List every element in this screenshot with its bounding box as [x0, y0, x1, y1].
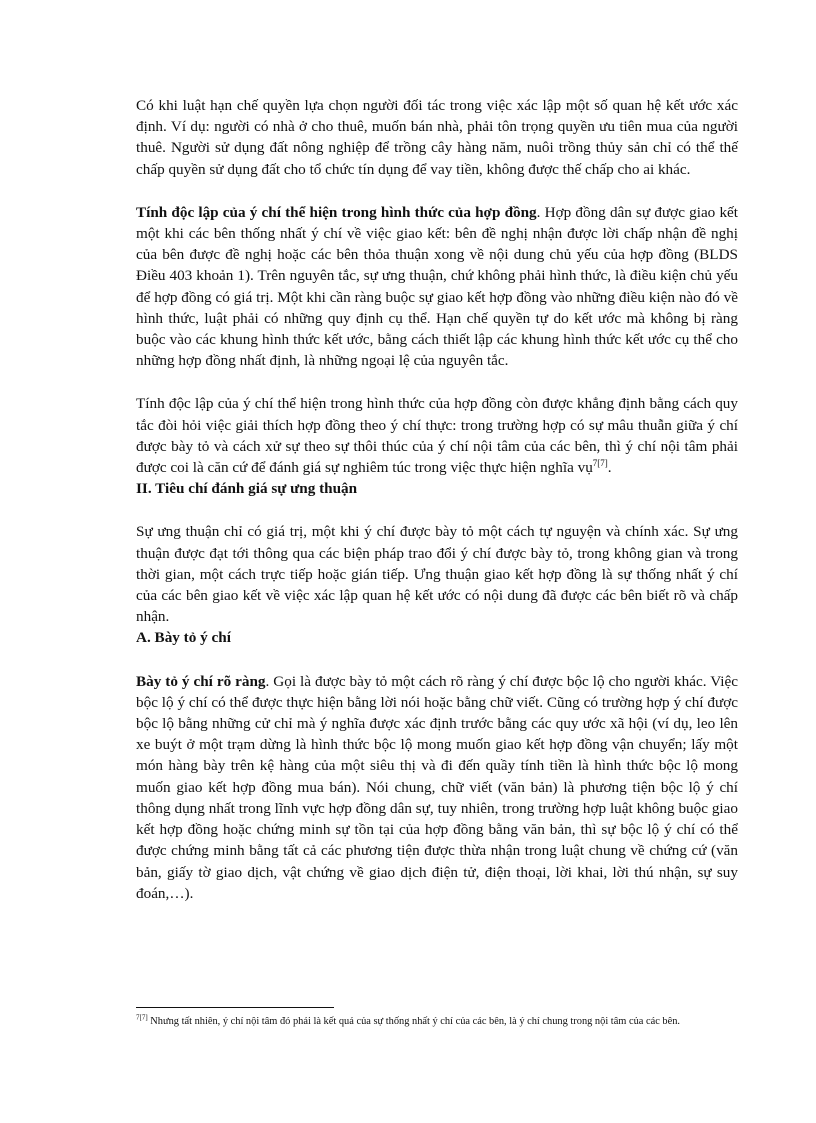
footnote-number: 7[7] [136, 1013, 148, 1022]
paragraph-4: Sự ưng thuận chỉ có giá trị, một khi ý chí được bày tỏ một cách tự nguyện và chính xác. Sự ưng thuận được đạt tới thông qua các biện pháp trao đổi ý chí được bày tỏ, trong không gian và trong thời gian, một cách trực tiếp hoặc gián tiếp. Ưng thuận giao kết hợp đồng là sự thống nhất ý chí của các bên giao kết về việc xác lập quan hệ kết ước có nội dung đã được các bên biết rõ và chấp nhận. [136, 523, 738, 626]
paragraph-3-body: Tính độc lập của ý chí thể hiện trong hình thức của hợp đồng còn được khẳng định bằng cách quy tắc đòi hỏi việc giải thích hợp đồng theo ý chí thực: trong trường hợp có sự mâu thuẫn giữa ý chí được bày tỏ và cách xử sự theo sự thôi thúc của ý chí nội tâm của các bên, thì ý chí nội tâm phải được coi là căn cứ để đánh giá sự nghiêm túc trong việc thực hiện nghĩa vụ [136, 395, 738, 477]
paragraph-2-body: . Hợp đồng dân sự được giao kết một khi các bên thống nhất ý chí về việc giao kết: bên đề nghị nhận được lời chấp nhận đề nghị của bên được đề nghị hoặc các bên thỏa thuận xong về nội dung chủ yếu của hợp đồng (BLDS Điều 403 khoản 1). Trên nguyên tắc, sự ưng thuận, chứ không phải hình thức, là điều kiện chủ yếu để hợp đồng có giá trị. Một khi cần ràng buộc sự giao kết hợp đồng vào những điều kiện nào đó về hình thức, luật phải có những quy định cụ thể. Hạn chế quyền tự do kết ước mà không bị ràng buộc vào các khung hình thức kết ước, bằng cách thiết lập các khung hình thức kết ước cụ thể cho những hợp đồng nhất định, là những ngoại lệ của nguyên tắc. [136, 203, 738, 370]
footnote [136, 1014, 738, 1030]
paragraph-3 [136, 393, 738, 478]
paragraph-5 [136, 671, 738, 904]
paragraph-5-body: . Gọi là được bày tỏ một cách rõ ràng ý chí được bộc lộ cho người khác. Việc bộc lộ ý chí có thể được thực hiện bằng lời nói hoặc bằng chữ viết. Cũng có trường hợp ý chí được bộc lộ bằng những cử chỉ mà ý nghĩa được xác định trước bằng các quy ước xã hội (ví dụ, leo lên xe buýt ở một trạm dừng là hình thức bộc lộ mong muốn giao kết hợp đồng vận chuyển; lấy một món hàng bày trên kệ hàng của một siêu thị và đi đến quầy tính tiền là hình thức bộc lộ mong muốn giao kết hợp đồng mua bán). Nói chung, chữ viết (văn bản) là phương tiện bộc lộ ý chí thông dụng nhất trong lĩnh vực hợp đồng dân sự, tuy nhiên, trong trường hợp luật không buộc giao kết hợp đồng hoặc chứng minh sự tồn tại của hợp đồng bằng văn bản, thì sự bộc lộ ý chí có thể được chứng minh bằng tất cả các phương tiện được thừa nhận trong luật chung về chứng cứ (văn bản, giấy tờ giao dịch, vật chứng về giao dịch điện tử, điện thoại, lời khai, lời thú nhận, sự suy đoán,…). [136, 672, 738, 902]
footnote-separator [136, 1007, 334, 1008]
footnote-reference[interactable]: 7[7] [592, 457, 608, 468]
paragraph-2 [136, 202, 738, 372]
document-page [136, 95, 738, 904]
footnote-text: Nhưng tất nhiên, ý chí nội tâm đó phải là kết quả của sự thống nhất ý chí của các bên, là ý chí chung trong nội tâm của các bên. [147, 1016, 681, 1027]
section-heading-A: A. Bày tỏ ý chí [136, 629, 231, 647]
paragraph-5-lead: Bày tỏ ý chí rõ ràng [136, 672, 266, 690]
paragraph-3-end: . [607, 459, 612, 477]
paragraph-2-lead: Tính độc lập của ý chí thể hiện trong hình thức của hợp đồng [136, 203, 537, 221]
section-heading-II: II. Tiêu chí đánh giá sự ưng thuận [136, 480, 358, 498]
paragraph-1: Có khi luật hạn chế quyền lựa chọn người đối tác trong việc xác lập một số quan hệ kết ước xác định. Ví dụ: người có nhà ở cho thuê, muốn bán nhà, phải tôn trọng quyền ưu tiên mua của người thuê. Người sử dụng đất nông nghiệp để trồng cây hàng năm, nuôi trồng thủy sản chỉ có thể thế chấp quyền sử dụng đất cho tổ chức tín dụng để vay tiền, không được thế chấp cho ai khác. [136, 97, 738, 178]
